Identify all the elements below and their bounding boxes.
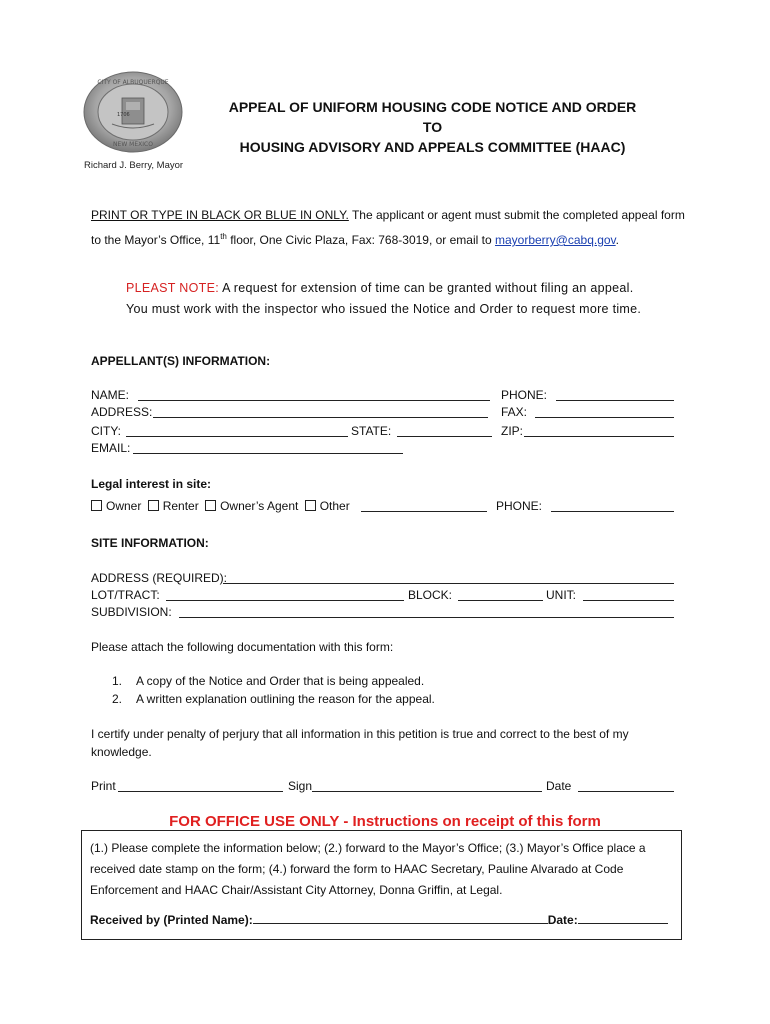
sign-label: Sign xyxy=(288,779,313,793)
state-label: STATE: xyxy=(351,424,392,438)
address-label: ADDRESS: xyxy=(91,405,153,419)
svg-text:1706: 1706 xyxy=(117,112,130,118)
legal-heading: Legal interest in site: xyxy=(91,477,212,491)
legal-phone-label: PHONE: xyxy=(496,499,543,513)
lot-field[interactable] xyxy=(166,589,404,601)
city-field[interactable] xyxy=(126,425,348,437)
intro-text-2: floor, One Civic Plaza, Fax: 768-3019, or email to xyxy=(226,233,495,247)
subdivision-field[interactable] xyxy=(179,606,674,618)
email-link[interactable]: mayorberry@cabq.gov xyxy=(494,233,616,247)
fax-label: FAX: xyxy=(501,405,528,419)
certify-text: I certify under penalty of perjury that all information in this petition is true and correct to the best of my knowledge. xyxy=(91,727,629,759)
other-label: Other xyxy=(319,499,350,513)
received-label: Received by (Printed Name): xyxy=(90,913,253,927)
phone-field[interactable] xyxy=(556,389,674,401)
note-paragraph xyxy=(126,278,646,320)
list-item: 2. A written explanation outlining the reason for the appeal. xyxy=(112,692,435,706)
email-label: EMAIL: xyxy=(91,441,131,455)
received-field[interactable] xyxy=(253,912,548,924)
block-field[interactable] xyxy=(458,589,543,601)
mayor-name: Richard J. Berry, Mayor xyxy=(84,160,184,171)
fax-field[interactable] xyxy=(535,406,674,418)
list-item: 1. A copy of the Notice and Order that is being appealed. xyxy=(112,674,425,688)
address-row xyxy=(91,405,676,419)
agent-checkbox[interactable] xyxy=(205,500,216,511)
renter-checkbox[interactable] xyxy=(148,500,159,511)
unit-field[interactable] xyxy=(583,589,674,601)
office-instructions: (1.) Please complete the information below; (2.) forward to the Mayor’s Office; (3.) Mayor’s Office place a received date stamp on the form; (4.) forward the form to HAAC Secretary, Pauline Alvarado at Code Enforcement and HAAC Chair/Assistant City Attorney, Donna Griffin, at Legal. xyxy=(90,841,646,897)
other-checkbox[interactable] xyxy=(305,500,316,511)
received-date-label: Date: xyxy=(547,913,578,927)
intro-sup: th xyxy=(220,232,227,241)
site-heading: SITE INFORMATION: xyxy=(91,536,209,550)
attach-intro: Please attach the following documentation with this form: xyxy=(91,640,394,654)
intro-underlined: PRINT OR TYPE IN BLACK OR BLUE IN ONLY. xyxy=(91,208,349,222)
lot-label: LOT/TRACT: xyxy=(91,588,160,602)
print-field[interactable] xyxy=(118,780,283,792)
date-field[interactable] xyxy=(578,780,674,792)
received-row xyxy=(90,912,668,927)
note-text: A request for extension of time can be granted without filing an appeal. You must work with the inspector who issued the Notice and Order to request more time. xyxy=(126,281,642,316)
office-use-box xyxy=(81,830,682,940)
title-line-3: HOUSING ADVISORY AND APPEALS COMMITTEE (HAAC) xyxy=(239,139,626,155)
title-line-1: APPEAL OF UNIFORM HOUSING CODE NOTICE AND ORDER xyxy=(228,99,637,115)
legal-phone-field[interactable] xyxy=(551,500,674,512)
renter-label: Renter xyxy=(162,499,199,513)
email-row xyxy=(91,441,676,455)
site-address-field[interactable] xyxy=(223,572,674,584)
address-field[interactable] xyxy=(153,406,488,418)
name-row xyxy=(91,388,676,402)
city-row xyxy=(91,424,676,438)
owner-label: Owner xyxy=(106,499,142,513)
zip-field[interactable] xyxy=(524,425,674,437)
legal-row xyxy=(91,499,676,513)
intro-end: . xyxy=(615,233,620,247)
site-address-label: ADDRESS (REQUIRED): xyxy=(91,571,228,585)
signature-row xyxy=(91,779,676,793)
email-field[interactable] xyxy=(133,442,403,454)
state-field[interactable] xyxy=(397,425,492,437)
svg-text:CITY OF ALBUQUERQUE: CITY OF ALBUQUERQUE xyxy=(97,79,169,86)
unit-label: UNIT: xyxy=(546,588,576,602)
block-label: BLOCK: xyxy=(408,588,453,602)
office-use-title: FOR OFFICE USE ONLY - Instructions on receipt of this form xyxy=(169,813,601,830)
owner-checkbox[interactable] xyxy=(91,500,102,511)
city-label: CITY: xyxy=(91,424,122,438)
title-line-2: TO xyxy=(422,119,443,135)
lot-row xyxy=(91,588,676,602)
intro-text-1: The applicant or agent must submit the completed appeal form to the Mayor’s Office, 11 xyxy=(91,208,685,247)
intro-paragraph xyxy=(91,205,691,251)
agent-label: Owner’s Agent xyxy=(220,499,299,513)
received-date-field[interactable] xyxy=(578,912,668,924)
name-field[interactable] xyxy=(138,389,490,401)
svg-text:NEW MEXICO: NEW MEXICO xyxy=(113,141,153,148)
zip-label: ZIP: xyxy=(501,424,524,438)
print-label: Print xyxy=(91,779,116,793)
other-field[interactable] xyxy=(361,500,487,512)
date-label: Date xyxy=(546,779,572,793)
phone-label: PHONE: xyxy=(501,388,548,402)
name-label: NAME: xyxy=(91,388,130,402)
subdivision-row xyxy=(91,605,676,619)
appellant-heading: APPELLANT(S) INFORMATION: xyxy=(91,354,271,368)
subdivision-label: SUBDIVISION: xyxy=(91,605,172,619)
sign-field[interactable] xyxy=(312,780,542,792)
page-title xyxy=(160,97,705,157)
note-label: PLEAST NOTE: xyxy=(126,281,219,295)
site-address-row xyxy=(91,571,676,585)
attach-list xyxy=(112,672,435,708)
